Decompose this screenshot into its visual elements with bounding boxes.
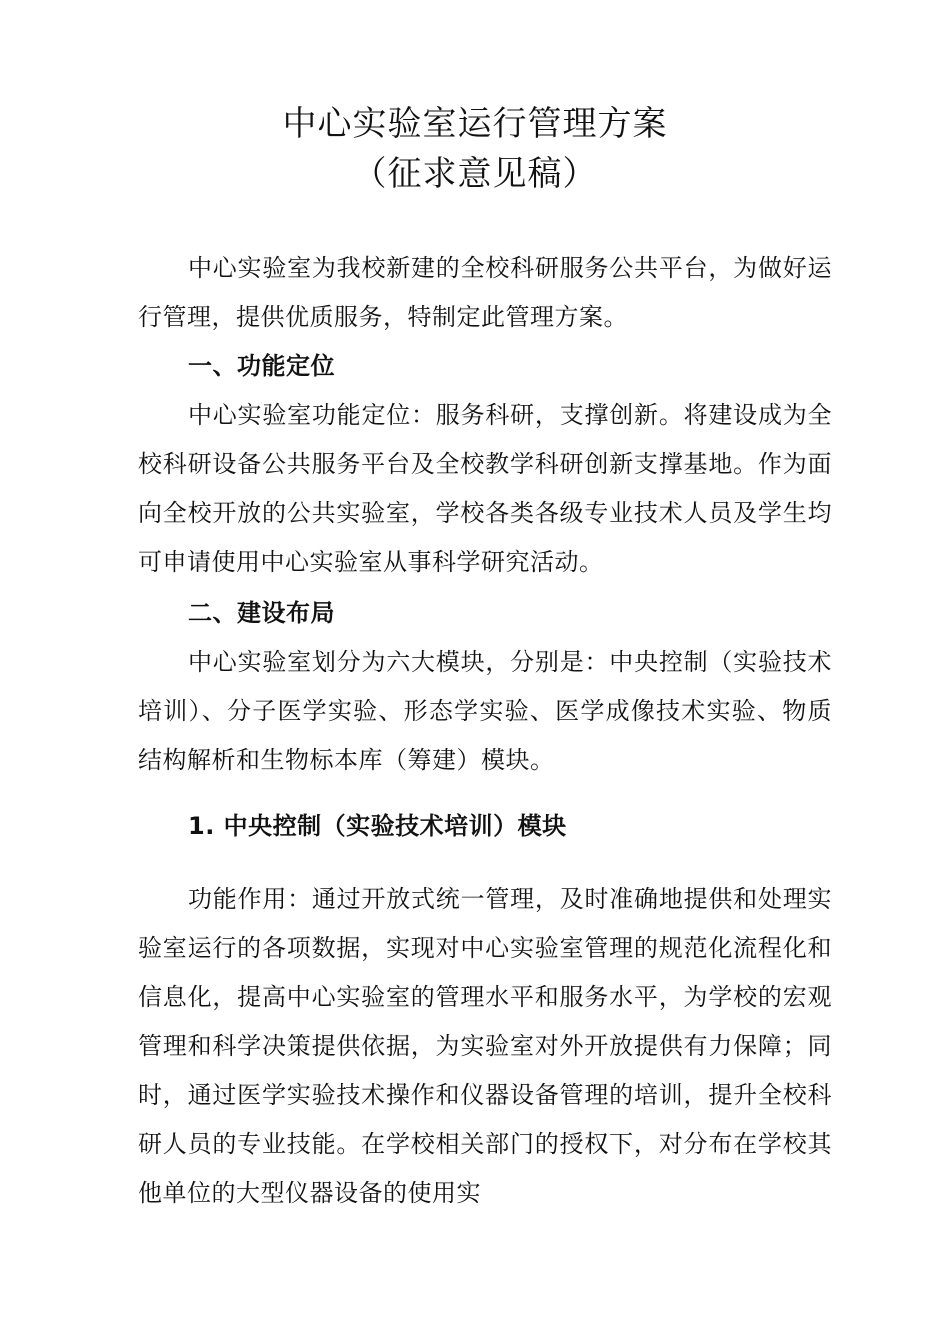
subsection-body-central-control: 功能作用：通过开放式统一管理，及时准确地提供和处理实验室运行的各项数据，实现对中心实验室管理的规范化流程化和信息化，提高中心实验室的管理水平和服务水平，为学校的宏观管理和科学决策提供依据，为实验室对外开放提供有力保障；同时，通过医学实验技术操作和仪器设备管理的培训，提升全校科研人员的专业技能。在学校相关部门的授权下，对分布在学校其他单位的大型仪器设备的使用实 (138, 885, 832, 1207)
intro-paragraph: 中心实验室为我校新建的全校科研服务公共平台，为做好运行管理，提供优质服务，特制定此管理方案。 (138, 254, 832, 331)
section-body-function: 中心实验室功能定位：服务科研，支撑创新。将建设成为全校科研设备公共服务平台及全校教学科研创新支撑基地。作为面向全校开放的公共实验室，学校各类各级专业技术人员及学生均可申请使用中心实验室从事科学研究活动。 (138, 401, 832, 576)
subsection-heading-central-control: 1. 中央控制（实验技术培训）模块 (188, 812, 567, 840)
document-subtitle: （征求意见稿） (352, 154, 598, 194)
section-heading-layout: 二、建设布局 (188, 599, 335, 627)
section-heading-function: 一、功能定位 (188, 352, 335, 380)
section-body-layout: 中心实验室划分为六大模块，分别是：中央控制（实验技术培训）、分子医学实验、形态学实验、医学成像技术实验、物质结构解析和生物标本库（筹建）模块。 (138, 648, 832, 774)
document-title: 中心实验室运行管理方案 (282, 104, 668, 144)
